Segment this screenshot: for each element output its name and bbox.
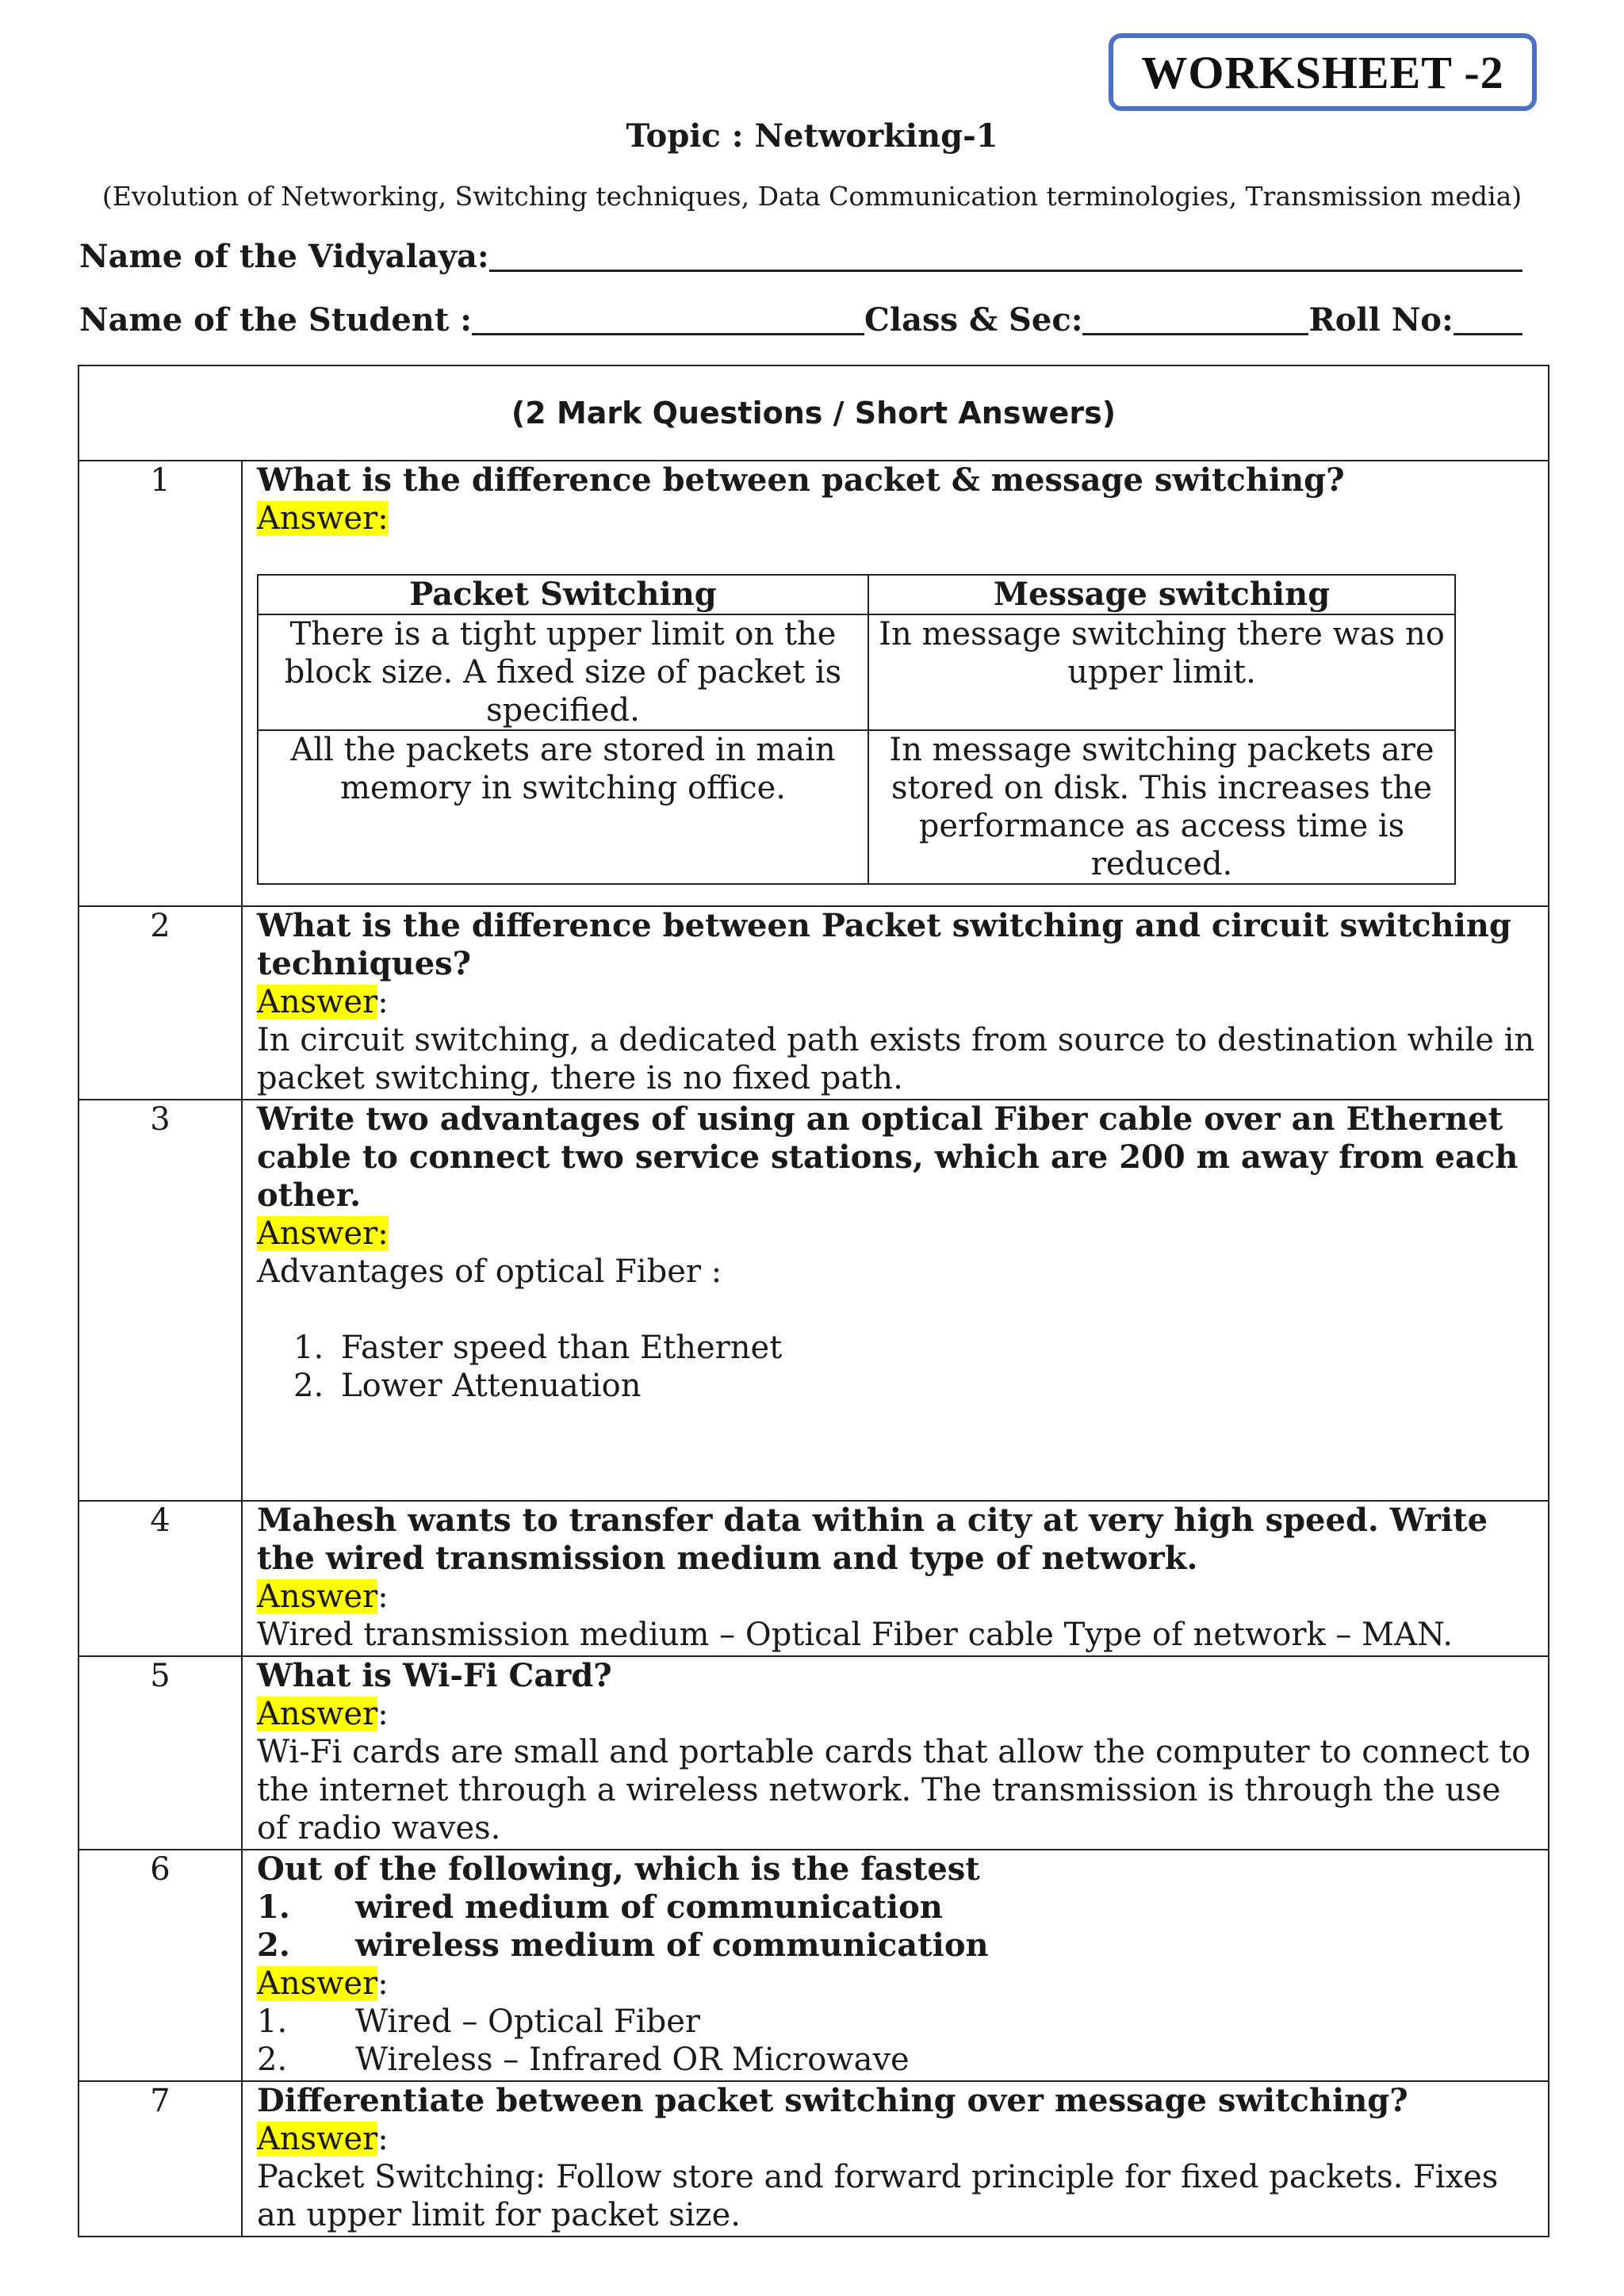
question-number: 2 [79, 906, 242, 1100]
answer-label: Answer: [257, 500, 389, 537]
answer-label: Answer [257, 984, 378, 1020]
table-heading: (2 Mark Questions / Short Answers) [79, 365, 1549, 461]
option-item: 2. wireless medium of communication [257, 1927, 989, 1964]
question-number: 6 [79, 1850, 242, 2081]
comparison-header: Packet Switching [258, 575, 868, 614]
comparison-cell: There is a tight upper limit on the block size. A fixed size of packet is specified. [258, 614, 868, 730]
question-content [242, 1100, 1549, 1501]
worksheet-badge: WORKSHEET -2 [1109, 33, 1537, 111]
answer-item: 2. Wireless – Infrared OR Microwave [257, 2042, 910, 2078]
class-input-line[interactable] [1082, 301, 1308, 335]
answer-label: Answer [257, 1965, 378, 2002]
question-content [242, 1656, 1549, 1850]
vidyalaya-label: Name of the Vidyalaya: [79, 238, 489, 275]
question-text: What is Wi-Fi Card? [257, 1657, 612, 1694]
answer-colon: : [377, 1696, 389, 1732]
question-text: What is the difference between packet & message switching? [257, 461, 1345, 499]
student-input-line[interactable] [472, 301, 864, 335]
question-number: 7 [79, 2081, 242, 2237]
questions-table [78, 365, 1549, 2237]
answer-text: Packet Switching: Follow store and forward principle for fixed packets. Fixes an upper limit for packet size. [257, 2159, 1499, 2233]
comparison-cell: All the packets are stored in main memory in switching office. [258, 730, 868, 884]
list-item: 1. Faster speed than Ethernet [293, 1330, 783, 1366]
advantages-list [257, 1329, 1538, 1405]
question-text: Out of the following, which is the fastest [257, 1850, 980, 1888]
option-item: 1. wired medium of communication [257, 1888, 943, 1926]
answer-intro: Advantages of optical Fiber : [257, 1253, 722, 1290]
answer-label: Answer [257, 2121, 378, 2157]
subtopic: (Evolution of Networking, Switching techniques, Data Communication terminologies, Transmission media) [102, 181, 1522, 212]
answer-colon: : [377, 1965, 389, 2002]
roll-label: Roll No: [1308, 301, 1454, 339]
answer-item: 1. Wired – Optical Fiber [257, 2003, 700, 2040]
question-row [79, 906, 1549, 1100]
question-number: 5 [79, 1656, 242, 1850]
question-number: 4 [79, 1501, 242, 1656]
answer-label: Answer [257, 1696, 378, 1732]
question-row [79, 1501, 1549, 1656]
list-item: 2. Lower Attenuation [293, 1368, 642, 1404]
question-content [242, 1850, 1549, 2081]
question-content [242, 906, 1549, 1100]
answer-text: Wired transmission medium – Optical Fiber cable Type of network – MAN. [257, 1617, 1454, 1653]
question-number: 3 [79, 1100, 242, 1501]
vidyalaya-input-line[interactable] [489, 238, 1522, 272]
answer-text: Wi-Fi cards are small and portable cards that allow the computer to connect to the internet through a wireless network. The transmission is through the use of radio waves. [257, 1734, 1531, 1846]
class-label: Class & Sec: [864, 301, 1083, 339]
question-row [79, 1850, 1549, 2081]
student-field [79, 301, 1522, 339]
topic-title: Topic : Networking-1 [626, 117, 998, 155]
question-row [79, 1656, 1549, 1850]
comparison-header: Message switching [868, 575, 1455, 614]
comparison-cell: In message switching packets are stored on disk. This increases the performance as access time is reduced. [868, 730, 1455, 884]
roll-input-line[interactable] [1454, 301, 1522, 335]
answer-colon: : [377, 1578, 389, 1615]
answer-label: Answer [257, 1578, 378, 1615]
question-content [242, 461, 1549, 906]
answer-colon: : [377, 2121, 389, 2157]
answer-colon: : [377, 984, 389, 1020]
question-text: Differentiate between packet switching over message switching? [257, 2082, 1408, 2119]
question-row [79, 1100, 1549, 1501]
student-label: Name of the Student : [79, 301, 473, 339]
question-content [242, 1501, 1549, 1656]
question-text: What is the difference between Packet switching and circuit switching techniques? [257, 907, 1511, 982]
answer-label: Answer: [257, 1215, 389, 1252]
question-row [79, 461, 1549, 906]
comparison-table [257, 574, 1456, 885]
question-number: 1 [79, 461, 242, 906]
answer-text: In circuit switching, a dedicated path exists from source to destination while in packet switching, there is no fixed path. [257, 1022, 1535, 1096]
question-text: Write two advantages of using an optical Fiber cable over an Ethernet cable to connect two service stations, which are 200 m away from each other. [257, 1100, 1519, 1214]
question-text: Mahesh wants to transfer data within a city at very high speed. Write the wired transmission medium and type of network. [257, 1502, 1488, 1577]
question-row [79, 2081, 1549, 2237]
vidyalaya-field [79, 238, 1522, 275]
comparison-cell: In message switching there was no upper limit. [868, 614, 1455, 730]
question-content [242, 2081, 1549, 2237]
